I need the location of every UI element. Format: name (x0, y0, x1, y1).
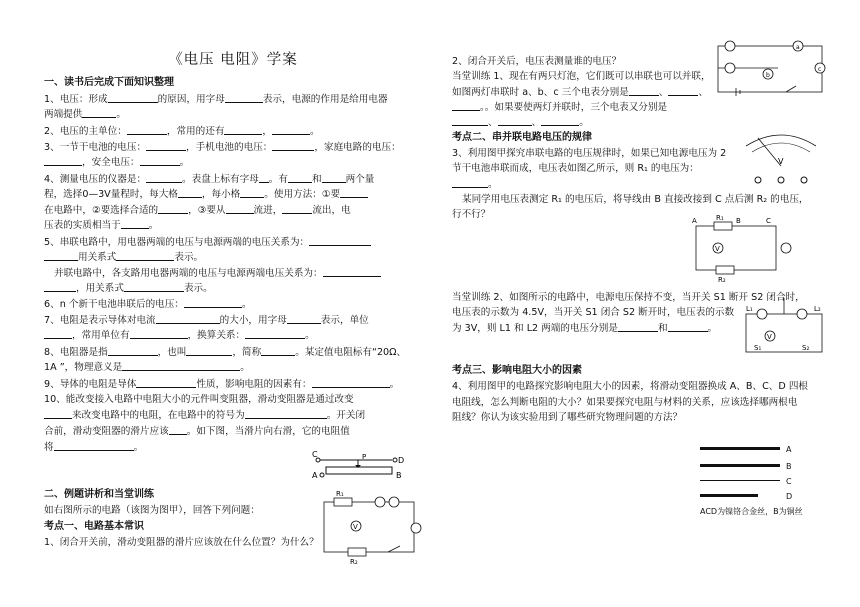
item-1: 1、电压：形成 的原因，用字母 表示，电源的作用是给用电器 (44, 94, 388, 105)
example-intro: 如右图所示的电路（该图为图甲），回答下列问题： (44, 505, 260, 516)
item-10: 10、能改变接入电路中电阻大小的元件叫变阻器，滑动变阻器是通过改变 (44, 394, 354, 405)
item-5b: 用关系式 表示。 (44, 250, 203, 264)
svg-text:V: V (715, 245, 720, 253)
item-5c: 并联电路中，各支路用电器两端的电压与电源两端电压关系为： (54, 266, 381, 280)
lamp-circuit-figure (708, 38, 830, 102)
training-2: 当堂训练 2、如图所示的电路中，电源电压保持不变，当开关 S1 断开 S2 闭合时， (452, 292, 805, 303)
wire-b (700, 464, 780, 467)
svg-text:A: A (692, 217, 697, 225)
wire-d-label: D (786, 492, 793, 501)
item-4b: 程，选择0—3V量程时，每大格 ，每小格 。使用方法：①要 (44, 187, 368, 201)
item-5d: ，用关系式 表示。 (44, 281, 213, 295)
circuit-figure-l1-l2 (740, 292, 830, 360)
circuit-figure-jia (318, 488, 422, 566)
item-7b: ，常用单位有 ，换算关系： 。 (44, 328, 315, 342)
svg-text:S₂: S₂ (802, 344, 810, 352)
wire-c-label: C (786, 477, 792, 486)
circuit-figure-q3 (690, 214, 800, 284)
svg-text:R₂: R₂ (350, 558, 358, 566)
wire-a (700, 447, 780, 450)
svg-text:a: a (796, 44, 800, 51)
label-a: A (312, 471, 318, 480)
training-1: 当堂训练 1、现在有两只灯泡，它们既可以串联也可以并联， (452, 71, 711, 82)
question-3d: 某同学用电压表测定 R₁ 的电压后，将导线由 B 直接改接到 C 点后测 R₂ 的电压， (462, 194, 809, 205)
svg-text:c: c (818, 66, 822, 73)
svg-text:V: V (778, 157, 784, 166)
page-title: 《电压 电阻》学案 (168, 52, 298, 68)
item-8b: 1A ”，物理意义是 。 (44, 362, 250, 373)
voltmeter-dial-figure (738, 124, 824, 190)
svg-text:L₂: L₂ (814, 305, 821, 313)
question-4c: 阻线？你认为该实验用到了哪些研究物理问题的方法？ (452, 412, 683, 423)
svg-text:R₂: R₂ (718, 276, 726, 284)
svg-text:C: C (766, 217, 771, 225)
question-3b: 节干电池串联而成，电压表如图乙所示，则 R₁ 的电压为： (452, 163, 699, 174)
svg-text:R₁: R₁ (716, 214, 724, 222)
svg-text:V: V (767, 333, 772, 341)
item-8: 8、电阻器是指 ，也叫 ，简称 。某定值电阻标有“20Ω、 (44, 347, 407, 358)
training-2b: 电压表的示数为 4.5V，当开关 S1 闭合 S2 断开时，电压表的示数 (452, 307, 735, 318)
item-7: 7、电阻是表示导体对电流 的大小，用字母 表示，单位 (44, 315, 369, 326)
question-3e: 行不行？ (452, 209, 491, 220)
item-4: 4、测量电压的仪器是： 。表盘上标有字母 。有 和 两个量 (44, 174, 375, 185)
question-3c: 。 (452, 177, 498, 191)
question-4b: 电阻线，怎么判断电阻的大小？如果要探究电阻与材料的关系，应该选择哪两根电 (452, 397, 798, 408)
question-4: 4、利用图甲的电路探究影响电阻大小的因素，将滑动变阻器换成 A、B、C、D 四根 (452, 381, 809, 392)
item-3b: ，安全电压： 。 (44, 155, 189, 169)
question-2: 2、闭合开关后，电压表测量谁的电压？ (452, 56, 622, 67)
rheostat-figure (312, 448, 408, 480)
training-1c: 。。如果要使两灯并联时，三个电表又分别是 (452, 100, 667, 114)
item-4c: 在电路中，②要选择合适的 ，③要从 流进， 流出，电 (44, 205, 351, 216)
training-1b: 如图两灯串联时 a、b、c 三个电表分别是 、 、 (452, 87, 709, 98)
label-b: B (396, 471, 402, 480)
key-point-3: 考点三、影响电阻大小的因素 (452, 365, 582, 376)
key-point-2: 考点二、串并联电路电压的规律 (452, 132, 592, 143)
question-3: 3、利用图甲探究串联电路的电压规律时，如果已知电源电压为 2 (452, 148, 727, 159)
item-4d: 压表的实质相当于 。 (44, 220, 159, 231)
wire-c (700, 480, 780, 481)
item-10d: 将 。 (44, 442, 144, 453)
svg-text:b: b (766, 72, 770, 79)
item-9: 9、导体的电阻是导体 性质，影响电阻的因素有： 。 (44, 379, 400, 390)
item-2: 2、电压的主单位： ，常用的还有 ， 。 (44, 126, 320, 137)
label-c: C (312, 450, 318, 459)
wire-b-label: B (786, 462, 792, 471)
section-heading-2: 二、例题讲析和当堂训练 (44, 489, 154, 500)
training-2c: 为 3V，则 L1 和 L2 两端的电压分别是 和 。 (452, 323, 718, 334)
wires-note: ACD为镍铬合金丝，B为铜丝 (700, 507, 803, 516)
item-6: 6、n 个新干电池串联后的电压： 。 (44, 299, 252, 310)
wire-a-label: A (786, 445, 792, 454)
item-1b: 两端提供 。 (44, 109, 126, 120)
item-3: 3、一节干电池的电压： ，手机电池的电压： ，家庭电路的电压： (44, 142, 401, 153)
item-5: 5、串联电路中，用电器两端的电压与电源两端的电压关系为： (44, 235, 371, 249)
label-d: D (398, 456, 405, 465)
wire-d (700, 494, 758, 497)
label-p: P (362, 453, 367, 461)
question-1: 1、闭合开关前，滑动变阻器的滑片应该放在什么位置？为什么？ (44, 537, 319, 548)
svg-text:B: B (736, 217, 741, 225)
key-point-1: 考点一、电路基本常识 (44, 521, 144, 532)
svg-text:R₁: R₁ (336, 490, 344, 498)
training-1d: 、 、 。 (452, 115, 589, 129)
svg-text:L₁: L₁ (746, 305, 753, 313)
svg-text:S₁: S₁ (754, 344, 762, 352)
svg-text:V: V (353, 523, 358, 531)
item-10b: 来改变电路中的电阻，在电路中的符号为 。开关闭 (44, 408, 365, 422)
section-heading-1: 一、读书后完成下面知识整理 (44, 77, 174, 88)
item-10c: 合前，滑动变阻器的滑片应该 。如下图，当滑片向右滑，它的电阻值 (44, 426, 350, 437)
